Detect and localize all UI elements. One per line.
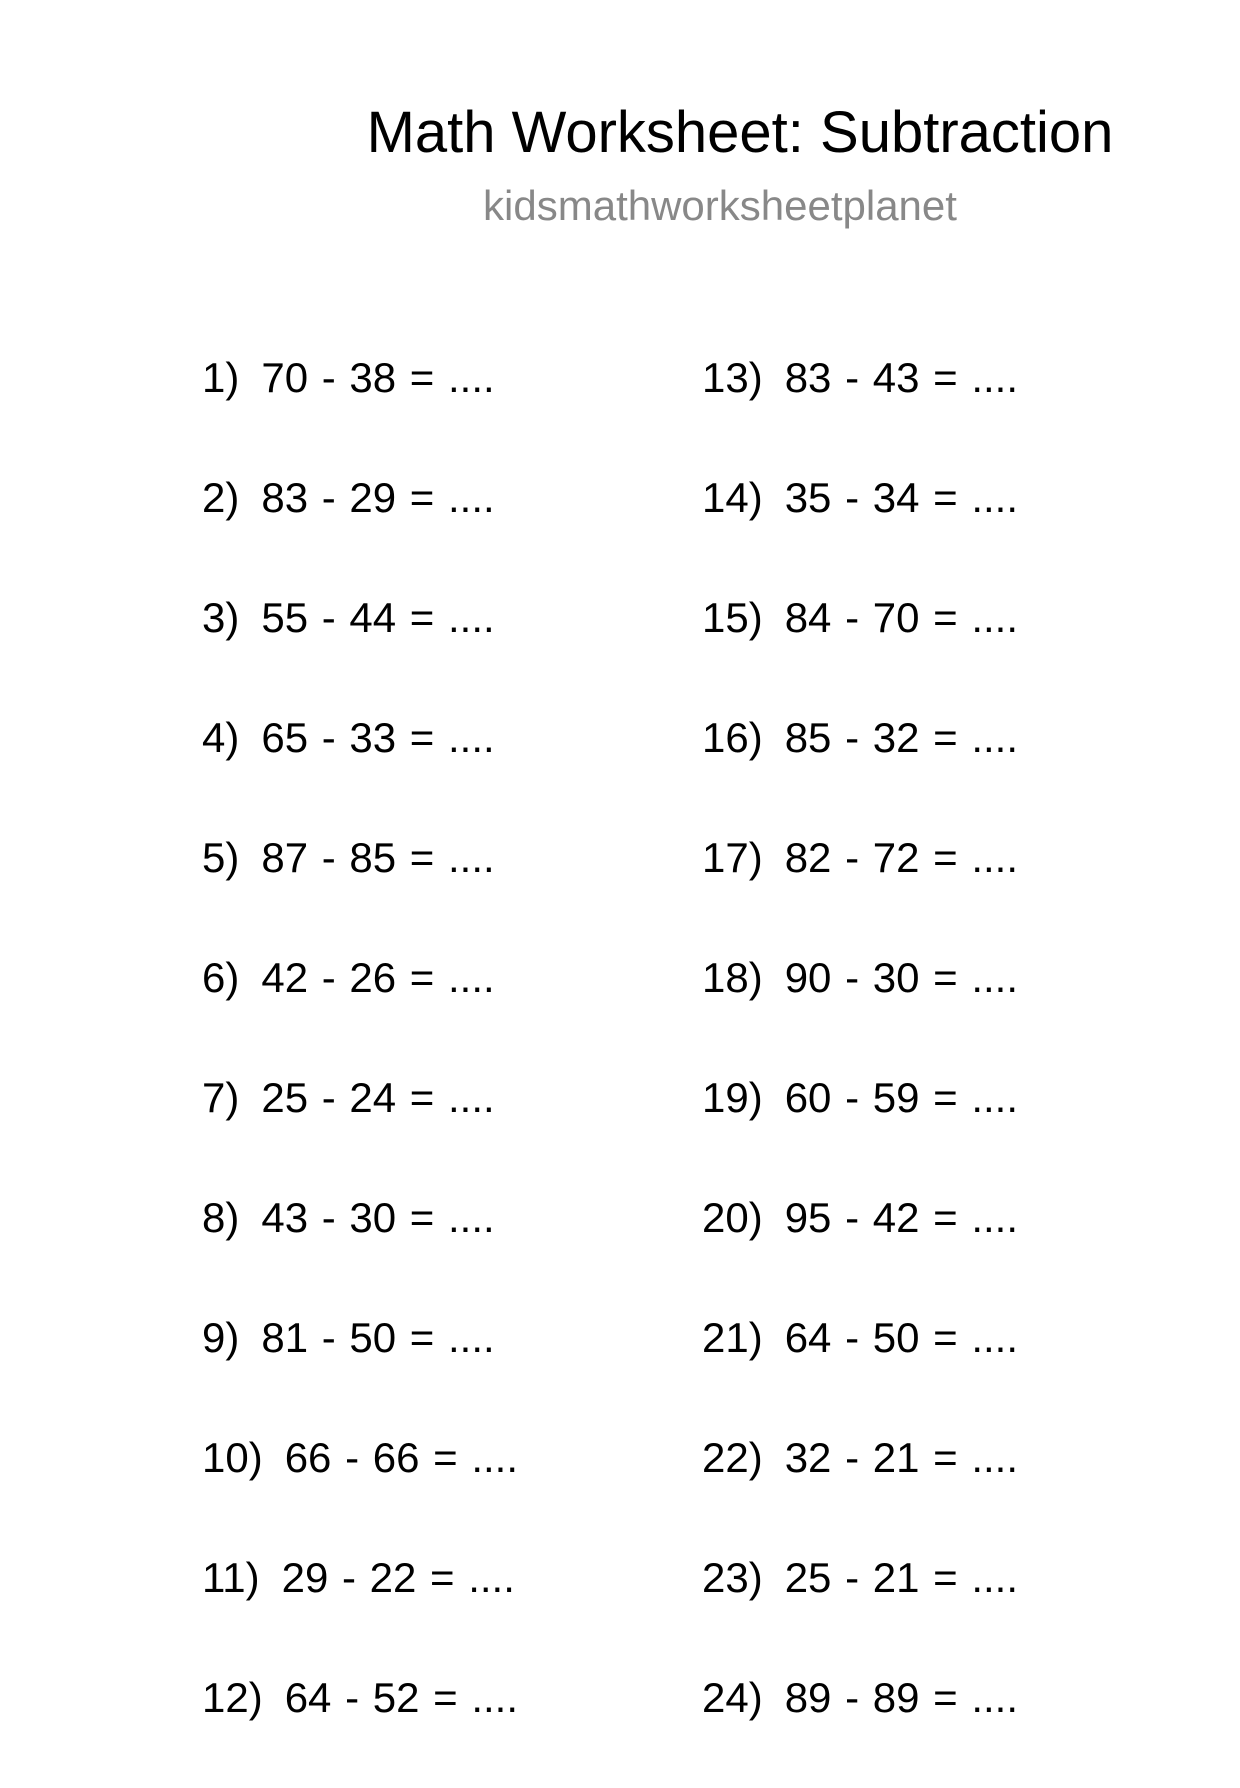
problem-number: 13) xyxy=(702,354,763,401)
problem-expression: 25 - 21 = .... xyxy=(784,1554,1019,1601)
problem-19 xyxy=(702,1068,1182,1188)
problem-expression: 55 - 44 = .... xyxy=(261,594,495,641)
problem-3 xyxy=(202,588,682,708)
problem-6 xyxy=(202,948,682,1068)
problem-2 xyxy=(202,468,682,588)
problem-number: 5) xyxy=(202,834,240,881)
problem-expression: 32 - 21 = .... xyxy=(784,1434,1019,1481)
problem-number: 21) xyxy=(702,1314,763,1361)
problem-expression: 64 - 52 = .... xyxy=(284,1674,519,1721)
problem-number: 8) xyxy=(202,1194,240,1241)
problem-number: 18) xyxy=(702,954,763,1001)
page-title: Math Worksheet: Subtraction xyxy=(366,100,1114,165)
problem-number: 7) xyxy=(202,1074,240,1121)
problem-expression: 29 - 22 = .... xyxy=(281,1554,515,1601)
problem-number: 24) xyxy=(702,1674,763,1721)
problem-number: 22) xyxy=(702,1434,763,1481)
problem-4 xyxy=(202,708,682,828)
problem-number: 2) xyxy=(202,474,240,521)
problem-11 xyxy=(202,1548,682,1668)
problem-expression: 60 - 59 = .... xyxy=(784,1074,1019,1121)
problem-15 xyxy=(702,588,1182,708)
problem-7 xyxy=(202,1068,682,1188)
problem-expression: 43 - 30 = .... xyxy=(261,1194,495,1241)
problem-expression: 70 - 38 = .... xyxy=(261,354,495,401)
problem-expression: 66 - 66 = .... xyxy=(284,1434,519,1481)
problem-24 xyxy=(702,1668,1182,1788)
problem-expression: 90 - 30 = .... xyxy=(784,954,1019,1001)
problem-12 xyxy=(202,1668,682,1788)
problem-expression: 84 - 70 = .... xyxy=(784,594,1019,641)
problem-1 xyxy=(202,348,682,468)
problem-number: 9) xyxy=(202,1314,240,1361)
problem-number: 6) xyxy=(202,954,240,1001)
problem-number: 19) xyxy=(702,1074,763,1121)
problem-number: 12) xyxy=(202,1674,263,1721)
problem-expression: 64 - 50 = .... xyxy=(784,1314,1019,1361)
problem-20 xyxy=(702,1188,1182,1308)
problem-expression: 25 - 24 = .... xyxy=(261,1074,495,1121)
problem-number: 11) xyxy=(202,1554,260,1601)
site-name: kidsmathworksheetplanet xyxy=(483,182,957,229)
problem-expression: 83 - 43 = .... xyxy=(784,354,1019,401)
problem-expression: 81 - 50 = .... xyxy=(261,1314,495,1361)
problem-number: 1) xyxy=(202,354,240,401)
problem-22 xyxy=(702,1428,1182,1548)
problem-18 xyxy=(702,948,1182,1068)
problem-expression: 35 - 34 = .... xyxy=(784,474,1019,521)
problem-expression: 42 - 26 = .... xyxy=(261,954,495,1001)
problem-expression: 87 - 85 = .... xyxy=(261,834,495,881)
problem-23 xyxy=(702,1548,1182,1668)
problem-expression: 85 - 32 = .... xyxy=(784,714,1019,761)
problem-16 xyxy=(702,708,1182,828)
problem-expression: 89 - 89 = .... xyxy=(784,1674,1019,1721)
problem-17 xyxy=(702,828,1182,948)
problem-5 xyxy=(202,828,682,948)
problem-number: 23) xyxy=(702,1554,763,1601)
problem-number: 17) xyxy=(702,834,763,881)
problem-8 xyxy=(202,1188,682,1308)
problem-number: 16) xyxy=(702,714,763,761)
problem-expression: 82 - 72 = .... xyxy=(784,834,1019,881)
problem-expression: 83 - 29 = .... xyxy=(261,474,495,521)
problem-13 xyxy=(702,348,1182,468)
problem-number: 10) xyxy=(202,1434,263,1481)
problem-number: 14) xyxy=(702,474,763,521)
problem-10 xyxy=(202,1428,682,1548)
problem-number: 15) xyxy=(702,594,763,641)
problem-column-right xyxy=(702,348,1182,1788)
problem-column-left xyxy=(202,348,682,1788)
problem-14 xyxy=(702,468,1182,588)
problem-number: 20) xyxy=(702,1194,763,1241)
problem-expression: 95 - 42 = .... xyxy=(784,1194,1019,1241)
problem-9 xyxy=(202,1308,682,1428)
problem-number: 4) xyxy=(202,714,240,761)
problem-number: 3) xyxy=(202,594,240,641)
problem-21 xyxy=(702,1308,1182,1428)
problem-expression: 65 - 33 = .... xyxy=(261,714,495,761)
